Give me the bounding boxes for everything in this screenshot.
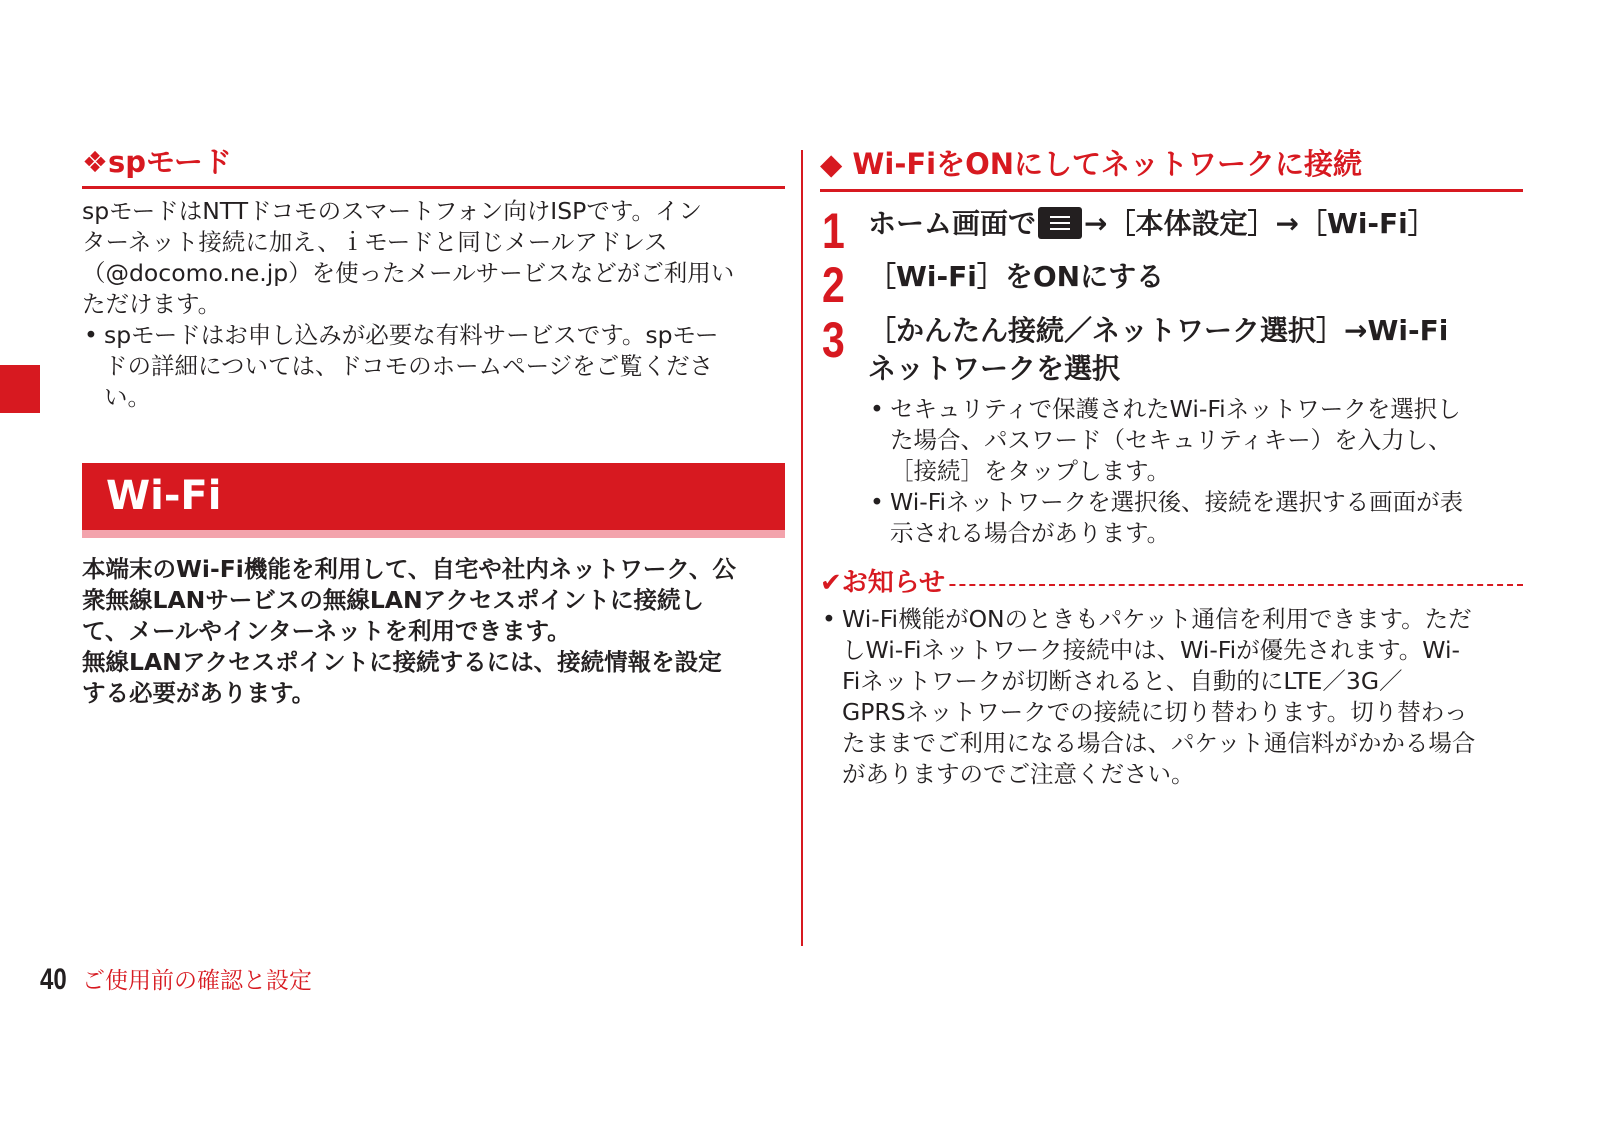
text-line: ［接続］をタップします。 xyxy=(890,457,1171,485)
text-line: ただけます。 xyxy=(82,290,222,318)
text-line: 示される場合があります。 xyxy=(890,519,1171,547)
text-line: たままでご利用になる場合は、パケット通信料がかかる場合 xyxy=(842,729,1476,757)
page-number: 40 xyxy=(40,963,67,996)
text-line: （@docomo.ne.jp）を使ったメールサービスなどがご利用い xyxy=(82,259,735,287)
text-line: しWi-Fiネットワーク接続中は、Wi-Fiが優先されます。Wi- xyxy=(842,636,1460,664)
wifi-section-title: Wi-Fi xyxy=(106,473,222,519)
step-3-note-bullet xyxy=(868,394,1528,487)
step-text-part: →［本体設定］→［Wi-Fi］ xyxy=(1084,207,1436,240)
text-line: 本端末のWi-Fi機能を利用して、自宅や社内ネットワーク、公 xyxy=(82,555,736,583)
text-line: • Wi-Fi機能がONのときもパケット通信を利用できます。ただ xyxy=(842,605,1472,633)
step-number: 2 xyxy=(822,257,845,313)
text-line: GPRSネットワークでの接続に切り替わります。切り替わっ xyxy=(842,698,1468,726)
step-3-note-bullet xyxy=(868,487,1528,549)
text-line: • セキュリティで保護されたWi-Fiネットワークを選択し xyxy=(890,395,1461,423)
notice-bullet xyxy=(820,604,1535,790)
text-line: 衆無線LANサービスの無線LANアクセスポイントに接続し xyxy=(82,586,704,614)
chapter-title: ご使用前の確認と設定 xyxy=(82,968,312,994)
text-line: がありますのでご注意ください。 xyxy=(842,760,1195,788)
sp-mode-description xyxy=(82,196,792,413)
wifi-banner-underline xyxy=(82,530,785,538)
step-number: 3 xyxy=(822,312,845,368)
text-line: する必要があります。 xyxy=(82,679,316,707)
text-line: ［かんたん接続／ネットワーク選択］→Wi-Fi xyxy=(868,314,1449,347)
sp-mode-note-bullet xyxy=(82,320,792,413)
notice-body xyxy=(820,604,1535,790)
text-line: た場合、パスワード（セキュリティキー）を入力し、 xyxy=(890,426,1452,454)
procedure-heading-rule xyxy=(820,189,1523,192)
text-line: Fiネットワークが切断されると、自動的にLTE／3G／ xyxy=(842,667,1403,695)
step-3-text xyxy=(868,312,1448,388)
menu-key-icon xyxy=(1038,207,1082,239)
sp-mode-heading: ❖spモード xyxy=(82,145,232,179)
text-line: 無線LANアクセスポイントに接続するには、接続情報を設定 xyxy=(82,648,722,676)
text-line: て、メールやインターネットを利用できます。 xyxy=(82,617,571,645)
step-2-text: ［Wi-Fi］をONにする xyxy=(868,260,1165,293)
text-line: ドの詳細については、ドコモのホームページをご覧くださ xyxy=(104,352,714,380)
step-text-part: ホーム画面で xyxy=(868,207,1037,240)
text-line: spモードはNTTドコモのスマートフォン向けISPです。イン xyxy=(82,197,702,225)
step-number: 1 xyxy=(822,203,845,259)
sp-mode-heading-rule xyxy=(82,186,785,189)
column-divider xyxy=(801,150,803,946)
chapter-index-tab xyxy=(0,365,40,413)
text-line: ターネット接続に加え、ｉモードと同じメールアドレス xyxy=(82,228,668,256)
step-1-text xyxy=(868,205,1436,243)
text-line: • Wi-Fiネットワークを選択後、接続を選択する画面が表 xyxy=(890,488,1464,516)
step-3-notes xyxy=(868,394,1528,549)
wifi-description xyxy=(82,554,797,709)
text-line: ネットワークを選択 xyxy=(868,352,1121,385)
text-line: い。 xyxy=(104,383,151,411)
text-line: • spモードはお申し込みが必要な有料サービスです。spモー xyxy=(104,321,719,349)
procedure-heading: ◆ Wi-FiをONにしてネットワークに接続 xyxy=(820,147,1363,181)
notice-heading: ✔お知らせ xyxy=(820,566,949,600)
